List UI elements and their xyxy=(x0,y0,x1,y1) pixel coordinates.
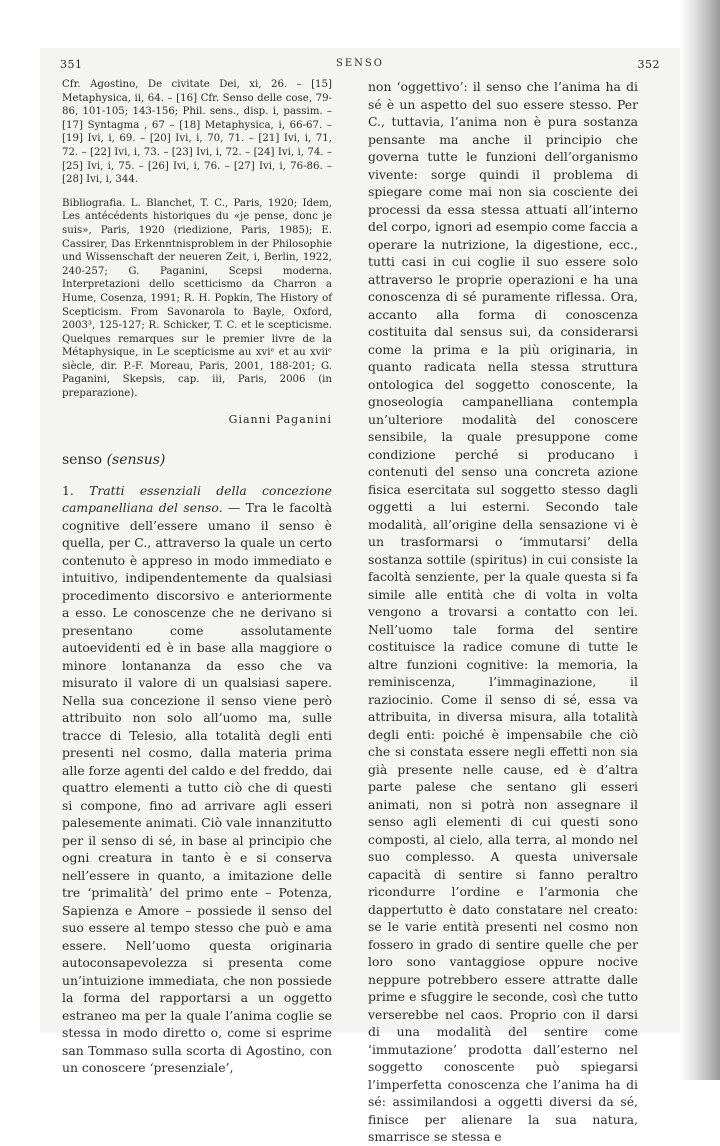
book-page xyxy=(40,48,680,1144)
section-title: Tratti essenziali della concezione campanelliana del senso. xyxy=(62,482,332,516)
running-header xyxy=(60,58,660,74)
section-paragraph xyxy=(62,482,332,1077)
entry-latin: (sensus) xyxy=(106,452,166,469)
right-column xyxy=(368,78,638,1146)
running-title: SENSO xyxy=(336,58,384,69)
entry-term: senso xyxy=(62,452,103,469)
references: Cfr. Agostino, De civitate Dei, xi, 26. – [15] Metaphysica, ii, 64. – [16] Cfr. Senso delle cose, 79-86, 101-105; 143-156; Phil. sens., disp. i, passim. – [17] Syntagma , 67 – [18] Metaphysica, i, 66-67. – [19] Ivi, i, 69. – [20] Ivi, i, 70, 71. – [21] Ivi, i, 71, 72. – [22] Ivi, i, 73. – [23] Ivi, i, 72. – [24] Ivi, i, 74. – [25] Ivi, i, 75. – [26] Ivi, i, 76. – [27] Ivi, i, 76-86. – [28] Ivi, i, 344. xyxy=(62,79,332,186)
left-column xyxy=(62,78,332,1077)
section-body: — Tra le facoltà cognitive dell’essere umano il senso è quella, per C., attraverso la quale un certo contenuto è appreso in modo immediato e intuitivo, indipendentemente da qualsiasi procedimento discorsivo e anteriormente a esso. Le conoscenze che ne derivano si presentano come assolutamente autoevidenti ed è in base alla maggiore o minore lontananza da esso che va misurato il valore di un qualsiasi sapere. Nella sua concezione il senso viene però attribuito non solo all’uomo ma, sulle tracce di Telesio, alla totalità degli enti presenti nel cosmo, dalla materia prima alle forze agenti del caldo e del freddo, dai quattro elementi a tutto ciò che di questi si compone, fino ad arrivare agli esseri palesemente animati. Ciò vale innanzitutto per il senso di sé, in base al principio che ogni creatura in tanto è e si conserva nell’essere in quanto, a imitazione delle tre ‘primalità’ del primo ente – Potenza, Sapienza e Amore – possiede il senso del suo essere al tempo stesso che può e ama essere. Nell’uomo questa originaria autoconsapevolezza si presenta come un’intuizione immediata, che non possiede la forma del rapportarsi a un oggetto estraneo ma per la quale l’anima coglie se stessa in modo diretto o, come si esprime san Tommaso sulla scorta di Agostino, con un conoscere ‘presenziale’, xyxy=(62,500,332,1076)
page-number-left: 351 xyxy=(60,58,83,71)
scan-shadow xyxy=(680,0,720,1080)
author-signature: Gianni Paganini xyxy=(228,412,332,426)
page-number-right: 352 xyxy=(637,58,660,71)
bibliography: Bibliografia. L. Blanchet, T. C., Paris, 1920; Idem, Les antécédents historiques du «je pense, donc je suis», Paris, 1920 (riedizione, Paris, 1985); E. Cassirer, Das Erkenntnisproblem in der Philosophie und Wissenschaft der neueren Zeit, i, Berlin, 1922, 240-257; G. Paganini, Scepsi moderna. Interpretazioni dello scetticismo da Charron a Hume, Cosenza, 1991; R. H. Popkin, The History of Scepticism. From Savonarola to Bayle, Oxford, 2003³, 125-127; R. Schicker, T. C. et le scepticisme. Quelques remarques sur le premier livre de la Métaphysique, in Le scepticisme au xviᵉ et au xviiᵉ siècle, dir. P.-F. Moreau, Paris, 2001, 188-201; G. Paganini, Skepsis, cap. iii, Paris, 2006 (in preparazione). xyxy=(62,197,332,400)
section-number: 1. xyxy=(62,482,74,498)
right-body: non ‘oggettivo’: il senso che l’anima ha di sé è un aspetto del suo essere stesso. Per C., tuttavia, l’anima non è pura sostanza pensante ma anche il principio che governa tutte le funzioni dell’organismo vivente: sorge quindi il problema di spiegare come mai non sia cosciente dei processi da essa stessa attuati all’interno del corpo, ignori ad esempio come faccia a operare la nutrizione, la digestione, ecc., tutti casi in cui coglie il suo essere solo attraverso le proprie operazioni e ha una conoscenza di sé puramente riflessa. Ora, accanto alla forma di conoscenza costituita dal sensus sui, da considerarsi come la prima e la più originaria, in quanto radicata nella stessa struttura ontologica del soggetto conoscente, la gnoseologia campanelliana contempla un’ulteriore modalità del conoscere sensibile, la quale presuppone come condizione perché si producano i contenuti del senso una concreta azione fisica esercitata sul soggetto stesso dagli oggetti a lui esterni. Secondo tale modalità, all’origine della sensazione vi è un trasformarsi o ‘immutarsi’ della sostanza sottile (spiritus) in cui consiste la facoltà senziente, per la quale questa si fa simile alle entità che di volta in volta vengono a trovarsi a contatto con lei. Nell’uomo tale forma del sentire costituisce la radice comune di tutte le altre funzioni cognitive: la memoria, la reminiscenza, l’immaginazione, il raziocinio. Come il senso di sé, essa va attribuita, in diversa misura, alla totalità degli enti: poiché è impensabile che ciò che si constata essere negli effetti non sia già presente nelle cause, ed è d’altra parte palese che sentano gli esseri animati, non si potrà non assegnare il senso agli elementi di cui questi sono composti, al cielo, alla terra, al mondo nel suo complesso. A questa universale capacità di sentire si fanno peraltro ricondurre l’ordine e l’armonia che dappertutto è dato constatare nel creato: se le varie entità presenti nel cosmo non fossero in grado di sentire quelle che per loro sono vantaggiose oppure nocive neppure potrebbero essere attratte dalle prime e sfuggire le seconde, così che tutto verserebbe nel caos. Proprio con il darsi di una modalità del sentire come ‘immutazione’ prodotta dall’esterno nel soggetto conoscente può spiegarsi l’imperfetta conoscenza che l’anima ha di sé: assimilandosi a oggetti diversi da sé, finisce per alienare la sua natura, smarrisce se stessa e xyxy=(368,79,638,1144)
entry-heading xyxy=(62,452,332,470)
